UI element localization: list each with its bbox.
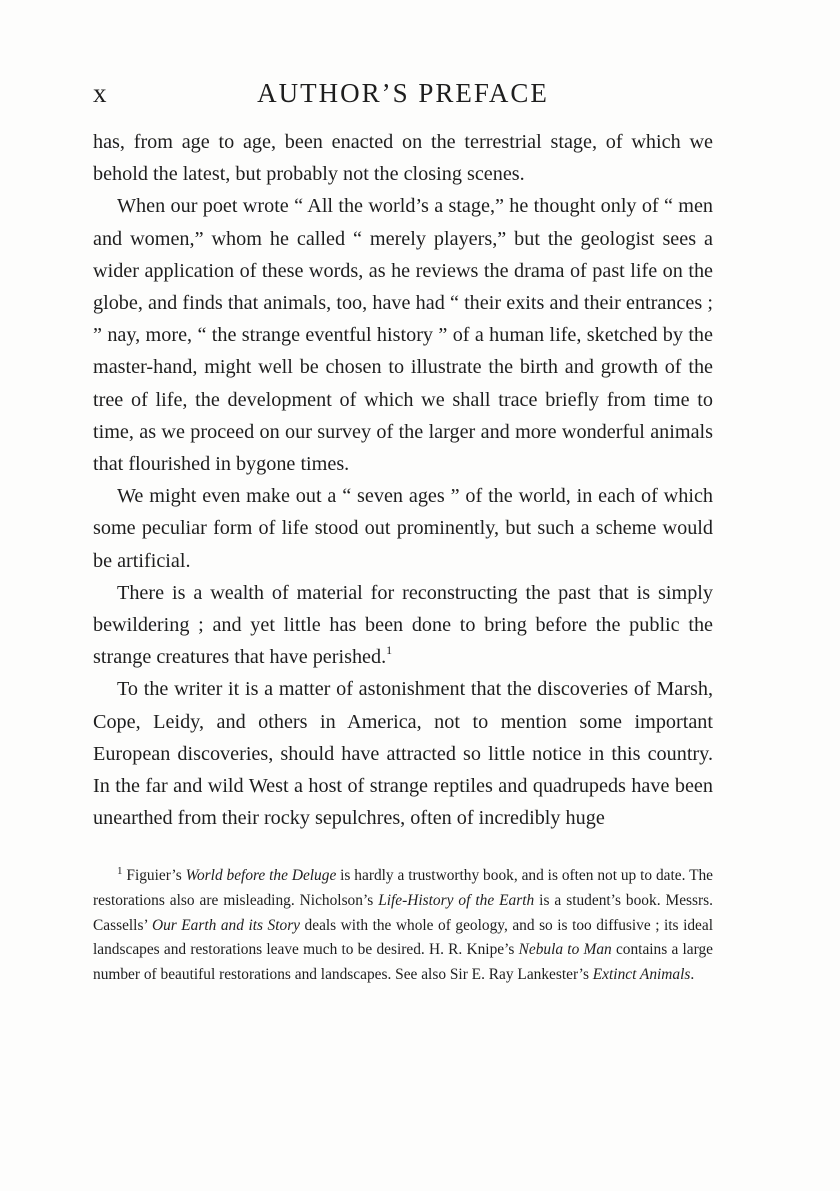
- book-title: Life-History of the Earth: [378, 892, 535, 910]
- footnote-text: is a student’s book. Messrs. Cassells’: [93, 892, 713, 934]
- body-text: [93, 126, 713, 834]
- page-header: [93, 76, 713, 110]
- footnote: [93, 864, 713, 987]
- paragraph: When our poet wrote “ All the world’s a stage,” he thought only of “ men and women,” whom he called “ merely players,” but the geologist sees a wider application of these words, as he reviews the drama of past life on the globe, and finds that animals, too, have had “ their exits and their entrances ; ” nay, more, “ the strange eventful history ” of a human life, sketched by the master-hand, might well be chosen to illustrate the birth and growth of the tree of life, the development of which we shall trace briefly from time to time, as we proceed on our survey of the larger and more wonderful animals that flourished in bygone times.: [93, 195, 713, 476]
- book-title: World before the Deluge: [185, 867, 337, 885]
- paragraph: [93, 577, 713, 674]
- footnote-text: deals with the whole of geology, and so is too diffusive ; its ideal landscapes and restorations leave much to be desired. H. R. Knipe’s: [93, 916, 713, 959]
- running-title: AUTHOR’S PREFACE: [257, 78, 549, 108]
- paragraph-text: There is a wealth of material for reconstructing the past that is simply bewildering ; and yet little has been done to bring before the public the strange creatures that have perished.: [93, 581, 713, 669]
- book-page: [93, 76, 713, 987]
- footnote-text: is hardly a trustworthy book, and is often not up to date. The restorations also are misleading. Nicholson’s: [93, 867, 713, 910]
- book-title: Nebula to Man: [518, 941, 612, 959]
- book-title: Our Earth and its Story: [151, 916, 301, 934]
- footnote-text: Figuier’s: [126, 867, 186, 885]
- paragraph: To the writer it is a matter of astonishment that the discoveries of Marsh, Cope, Leidy, and others in America, not to mention some important European discoveries, should have attracted so little notice in this country. In the far and wild West a host of strange reptiles and quadrupeds have been unearthed from their rocky sepulchres, often of incredibly huge: [93, 678, 713, 830]
- book-title: Extinct Animals: [592, 965, 691, 983]
- footnote-marker: 1: [117, 865, 123, 878]
- footnote-reference: 1: [386, 643, 393, 658]
- footnote-text: .: [690, 965, 695, 983]
- footnote-text: contains a large number of beautiful restorations and landscapes. See also Sir E. Ray Lankester’s: [93, 941, 714, 983]
- paragraph: has, from age to age, been enacted on the terrestrial stage, of which we behold the latest, but probably not the closing scenes.: [93, 131, 713, 186]
- paragraph: We might even make out a “ seven ages ” of the world, in each of which some peculiar form of life stood out prominently, but such a scheme would be artificial.: [93, 485, 713, 572]
- page-number: x: [93, 78, 107, 108]
